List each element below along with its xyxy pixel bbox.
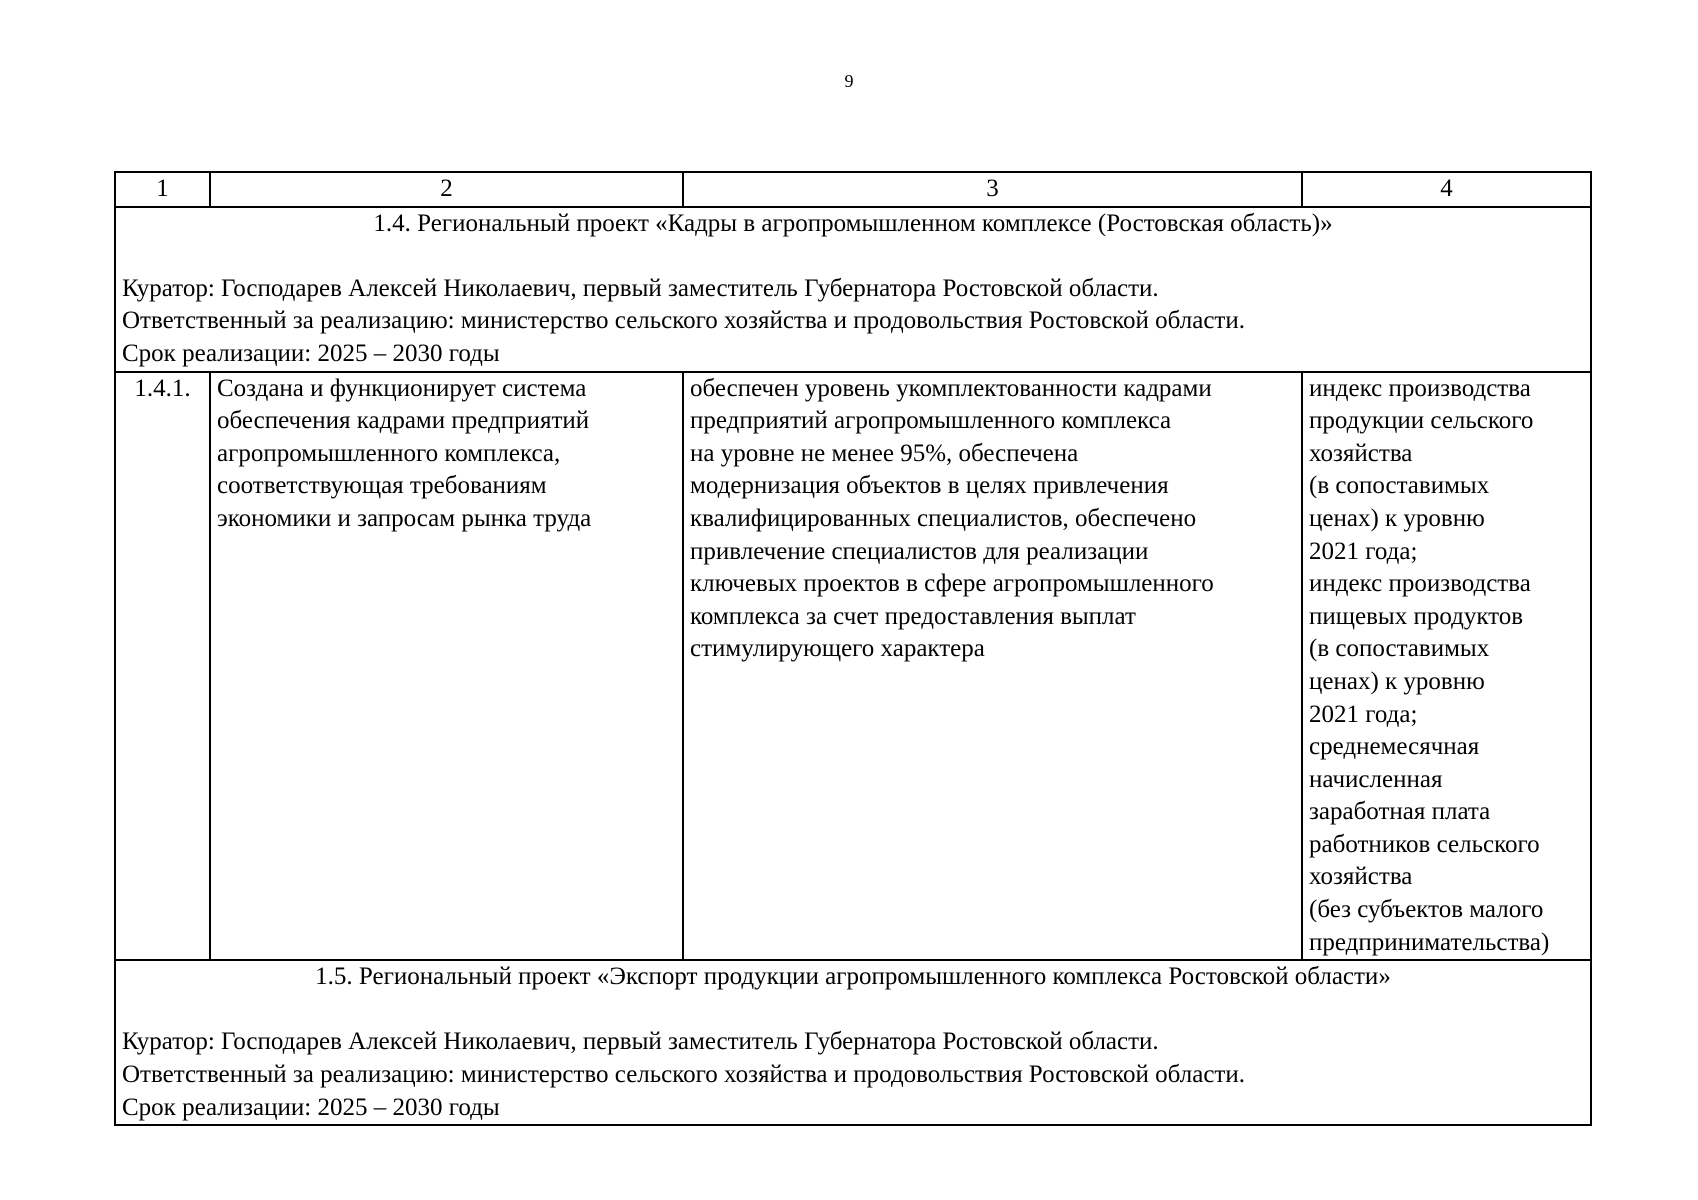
indicator-line: работников сельского — [1309, 830, 1540, 858]
column-header-4: 4 — [1302, 172, 1591, 207]
description-line: обеспечен уровень укомплектованности кадрами — [690, 374, 1212, 402]
indicator-line: (в сопоставимых — [1309, 635, 1490, 663]
section-row-1-4 — [115, 207, 1591, 372]
indicator-line: начисленная — [1309, 765, 1443, 793]
section-spacer — [122, 240, 1584, 273]
task-cell — [210, 372, 683, 961]
indicator-line: ценах) к уровню — [1309, 504, 1485, 532]
indicator-line: предпринимательства) — [1309, 928, 1550, 956]
column-header-2: 2 — [210, 172, 683, 207]
description-line: модернизация объектов в целях привлечения — [690, 472, 1169, 500]
description-line: ключевых проектов в сфере агропромышленного — [690, 570, 1214, 598]
project-table — [114, 171, 1592, 1126]
row-number: 1.4.1. — [134, 374, 191, 402]
indicator-line: хозяйства — [1309, 863, 1413, 891]
section-row-1-5 — [115, 960, 1591, 1125]
indicator-line: пищевых продуктов — [1309, 602, 1524, 630]
section-title-1-4: 1.4. Региональный проект «Кадры в агропромышленном комплексе (Ростовская область)» — [373, 209, 1333, 237]
column-header-1: 1 — [115, 172, 210, 207]
indicator-line: среднемесячная — [1309, 733, 1480, 761]
indicator-line: 2021 года; — [1309, 700, 1418, 728]
description-line: комплекса за счет предоставления выплат — [690, 602, 1136, 630]
indicator-cell — [1302, 372, 1591, 961]
task-line: обеспечения кадрами предприятий — [217, 407, 590, 435]
section-period-1-5: Срок реализации: 2025 – 2030 годы — [122, 1093, 500, 1121]
row-number-cell — [115, 372, 210, 961]
description-cell — [683, 372, 1302, 961]
indicator-line: 2021 года; — [1309, 537, 1418, 565]
column-header-3: 3 — [683, 172, 1302, 207]
section-cell-1-5 — [115, 960, 1591, 1125]
indicator-line: (без субъектов малого — [1309, 896, 1544, 924]
column-header-row — [115, 172, 1591, 207]
section-curator-1-4: Куратор: Господарев Алексей Николаевич, первый заместитель Губернатора Ростовской области. — [122, 274, 1159, 302]
indicator-line: (в сопоставимых — [1309, 472, 1490, 500]
task-line: агропромышленного комплекса, — [217, 439, 561, 467]
indicator-line: продукции сельского — [1309, 407, 1534, 435]
section-period-1-4: Срок реализации: 2025 – 2030 годы — [122, 339, 500, 367]
section-title-1-5: 1.5. Региональный проект «Экспорт продукции агропромышленного комплекса Ростовской области» — [315, 963, 1391, 991]
task-line: соответствующая требованиям — [217, 472, 547, 500]
section-spacer — [122, 994, 1584, 1027]
indicator-line: индекс производства — [1309, 570, 1531, 598]
page-number: 9 — [844, 71, 854, 91]
indicator-line: хозяйства — [1309, 439, 1413, 467]
description-line: привлечение специалистов для реализации — [690, 537, 1149, 565]
indicator-line: заработная плата — [1309, 798, 1491, 826]
table-row-1-4-1 — [115, 372, 1591, 961]
description-line: на уровне не менее 95%, обеспечена — [690, 439, 1079, 467]
description-line: предприятий агропромышленного комплекса — [690, 407, 1172, 435]
task-line: экономики и запросам рынка труда — [217, 504, 592, 532]
section-responsible-1-5: Ответственный за реализацию: министерство сельского хозяйства и продовольствия Ростовской области. — [122, 1061, 1245, 1089]
description-line: квалифицированных специалистов, обеспечено — [690, 504, 1197, 532]
description-line: стимулирующего характера — [690, 635, 985, 663]
indicator-line: индекс производства — [1309, 374, 1531, 402]
indicator-line: ценах) к уровню — [1309, 667, 1485, 695]
task-line: Создана и функционирует система — [217, 374, 587, 402]
section-curator-1-5: Куратор: Господарев Алексей Николаевич, первый заместитель Губернатора Ростовской области. — [122, 1028, 1159, 1056]
section-cell-1-4 — [115, 207, 1591, 372]
section-responsible-1-4: Ответственный за реализацию: министерство сельского хозяйства и продовольствия Ростовской области. — [122, 307, 1245, 335]
